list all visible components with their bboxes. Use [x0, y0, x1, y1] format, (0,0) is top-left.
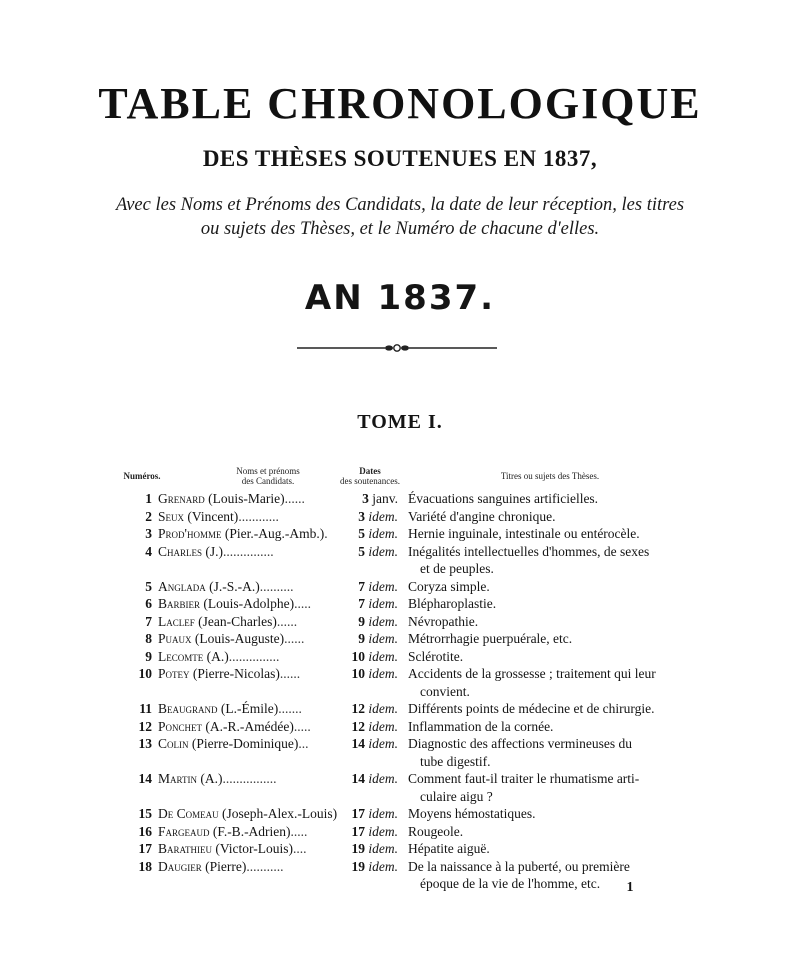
dot-leader: .......... [259, 578, 294, 594]
thesis-list [0, 490, 800, 893]
defense-day: 9 [358, 631, 365, 646]
thesis-title [408, 805, 683, 823]
thesis-title [408, 613, 683, 631]
thesis-title-line: Accidents de la grossesse ; traitement qui leur [408, 666, 656, 681]
defense-month: idem. [368, 631, 398, 646]
thesis-title-line: Comment faut-il traiter le rhumatisme arti- [408, 771, 640, 786]
candidate-surname: Charles [158, 543, 203, 559]
defense-month: idem. [368, 578, 398, 594]
thesis-title-line: Blépharoplastie. [408, 596, 497, 611]
thesis-entry [0, 525, 800, 543]
candidate-given-names: (Louis-Adolphe) [203, 596, 295, 611]
defense-month: idem. [368, 526, 398, 541]
thesis-title-line: Névropathie. [408, 613, 479, 629]
candidate-surname: Barathieu [158, 841, 212, 856]
defense-month: idem. [368, 841, 398, 856]
thesis-title-line: Diagnostic des affections vermineuses du [408, 736, 632, 751]
dot-leader: ..... [290, 823, 308, 839]
defense-date [340, 578, 398, 596]
defense-month: idem. [368, 806, 398, 821]
thesis-title-line: Inflammation de la cornée. [408, 718, 554, 734]
candidate-given-names: (A.) [206, 648, 229, 664]
thesis-title-line: Inégalités intellectuelles d'hommes, de sexes [408, 543, 650, 559]
candidate-surname: Anglada [158, 578, 206, 594]
candidate-given-names: (Jean-Charles) [198, 613, 277, 629]
entry-number: 6 [145, 596, 152, 611]
defense-day: 14 [351, 771, 365, 786]
candidate-given-names: (A.-R.-Amédée) [205, 718, 294, 734]
thesis-entry [0, 805, 800, 823]
thesis-entry [0, 770, 800, 805]
entry-number: 8 [145, 631, 152, 646]
thesis-title-line: Hernie inguinale, intestinale ou entérocèle. [408, 526, 640, 541]
candidate-name [158, 823, 338, 841]
column-header-noms [218, 466, 318, 486]
thesis-title-line: tube digestif. [420, 753, 491, 769]
column-header-noms-line-1: Noms et prénoms [236, 466, 300, 476]
candidate-surname: Martin [158, 771, 197, 786]
dot-leader: ............ [238, 508, 279, 524]
thesis-title [408, 490, 683, 508]
thesis-title-line: Évacuations sanguines artificielles. [408, 491, 599, 506]
candidate-given-names: (Pierre-Nicolas) [192, 666, 280, 681]
thesis-title-line: Rougeole. [408, 823, 464, 839]
thesis-entry [0, 578, 800, 596]
dot-leader: ...... [276, 613, 298, 629]
entry-number: 15 [138, 806, 152, 821]
page-subtitle: DES THÈSES SOUTENUES EN 1837, [202, 146, 598, 171]
thesis-title [408, 648, 683, 666]
candidate-name [158, 858, 338, 876]
defense-month: idem. [368, 701, 398, 716]
candidate-surname: Lecomte [158, 648, 204, 664]
column-header-dates-line-2: des soutenances. [340, 476, 400, 486]
thesis-title-line: et de peuples. [420, 561, 494, 576]
defense-day: 7 [358, 596, 365, 611]
thesis-entry [0, 700, 800, 718]
entry-number: 2 [145, 508, 152, 524]
thesis-title [408, 840, 683, 858]
defense-date [340, 665, 398, 683]
defense-month: idem. [368, 508, 398, 524]
defense-day: 19 [351, 858, 365, 874]
defense-month: idem. [368, 543, 398, 559]
defense-date [340, 595, 398, 613]
candidate-surname: Beaugrand [158, 701, 218, 716]
defense-month: janv. [372, 491, 398, 506]
intro-text [100, 193, 700, 241]
thesis-title [408, 595, 683, 613]
entry-number: 9 [145, 648, 152, 664]
candidate-surname: Potey [158, 666, 190, 681]
column-header-dates [335, 466, 405, 486]
defense-day: 5 [358, 526, 365, 541]
candidate-given-names: (Joseph-Alex.-Louis) [222, 806, 338, 821]
ornamental-rule [297, 341, 497, 355]
candidate-surname: Laclef [158, 613, 195, 629]
defense-day: 9 [358, 613, 365, 629]
candidate-given-names: (J.) [205, 543, 224, 559]
defense-date [340, 823, 398, 841]
entry-number: 14 [138, 771, 152, 786]
candidate-name [158, 578, 338, 596]
thesis-title [408, 735, 683, 770]
thesis-entry [0, 718, 800, 736]
thesis-title-line: Métrorrhagie puerpuérale, etc. [408, 631, 573, 646]
thesis-title-line: Différents points de médecine et de chirurgie. [408, 701, 655, 716]
candidate-given-names: (J.-S.-A.) [209, 578, 260, 594]
thesis-entry [0, 630, 800, 648]
thesis-title [408, 543, 683, 578]
candidate-name [158, 648, 338, 666]
dot-leader: ... [298, 736, 309, 751]
candidate-surname: Daugier [158, 858, 202, 874]
column-header-titres: Titres ou sujets des Thèses. [500, 471, 600, 481]
candidate-name [158, 718, 338, 736]
defense-month: idem. [368, 648, 398, 664]
entry-number: 12 [138, 718, 152, 734]
defense-date [340, 543, 398, 561]
defense-date [340, 648, 398, 666]
dot-leader: ...... [284, 491, 305, 506]
thesis-title-line: Variété d'angine chronique. [408, 508, 556, 524]
defense-month: idem. [368, 666, 398, 681]
thesis-entry [0, 840, 800, 858]
entry-number: 3 [145, 526, 152, 541]
defense-day: 12 [351, 718, 365, 734]
defense-month: idem. [368, 596, 398, 611]
thesis-entry [0, 490, 800, 508]
candidate-name [158, 840, 338, 858]
thesis-title [408, 700, 683, 718]
defense-date [340, 630, 398, 648]
candidate-surname: Grenard [158, 491, 205, 506]
candidate-surname: Seux [158, 508, 185, 524]
thesis-title-line: époque de la vie de l'homme, etc. [420, 876, 601, 891]
candidate-name [158, 665, 338, 683]
thesis-entry [0, 823, 800, 841]
defense-date [340, 525, 398, 543]
entry-number: 7 [145, 613, 152, 629]
thesis-title-line: Coryza simple. [408, 578, 490, 594]
defense-day: 10 [351, 648, 365, 664]
candidate-surname: Ponchet [158, 718, 203, 734]
candidate-surname: Colin [158, 736, 189, 751]
candidate-name [158, 770, 338, 788]
defense-date [340, 735, 398, 753]
thesis-title [408, 525, 683, 543]
thesis-title-line: Hépatite aiguë. [408, 841, 490, 856]
defense-date [340, 840, 398, 858]
defense-day: 3 [362, 491, 369, 506]
thesis-entry [0, 735, 800, 770]
entry-number: 4 [145, 543, 152, 559]
defense-month: idem. [368, 823, 398, 839]
dot-leader: ............... [223, 543, 274, 559]
candidate-name [158, 630, 338, 648]
thesis-entry [0, 665, 800, 700]
thesis-title [408, 718, 683, 736]
defense-day: 5 [358, 543, 365, 559]
candidate-given-names: (Victor-Louis) [215, 841, 294, 856]
column-header-dates-line-1: Dates [359, 466, 381, 476]
thesis-title [408, 823, 683, 841]
candidate-name [158, 595, 338, 613]
defense-date [340, 613, 398, 631]
defense-month: idem. [368, 858, 398, 874]
thesis-title [408, 665, 683, 700]
thesis-entry [0, 648, 800, 666]
defense-day: 17 [351, 806, 365, 821]
defense-day: 17 [351, 823, 365, 839]
page-number: 1 [626, 880, 634, 895]
candidate-surname: Puaux [158, 631, 192, 646]
dot-leader: ...... [284, 631, 305, 646]
entry-number: 11 [139, 701, 152, 716]
defense-date [340, 805, 398, 823]
column-header-noms-line-2: des Candidats. [241, 476, 295, 486]
candidate-name [158, 543, 338, 561]
dot-leader: ............... [228, 648, 280, 664]
candidate-given-names: (Louis-Marie) [208, 491, 285, 506]
candidate-name [158, 490, 338, 508]
candidate-given-names: (L.-Émile) [220, 701, 279, 716]
defense-day: 3 [358, 508, 365, 524]
entry-number: 13 [138, 736, 152, 751]
year-heading: AN 1837. [304, 278, 496, 318]
defense-month: idem. [368, 771, 398, 786]
candidate-name [158, 805, 338, 823]
defense-date [340, 700, 398, 718]
column-header-numeros: Numéros. [123, 471, 161, 481]
page-title: TABLE CHRONOLOGIQUE [98, 79, 702, 128]
thesis-entry [0, 858, 800, 893]
entry-number: 17 [138, 841, 152, 856]
defense-day: 10 [351, 666, 365, 681]
defense-date [340, 490, 398, 508]
entry-number: 16 [138, 823, 152, 839]
dot-leader: .... [293, 841, 307, 856]
intro-line-1: Avec les Noms et Prénoms des Candidats, la date de leur réception, les titres [115, 195, 685, 215]
thesis-entry [0, 595, 800, 613]
defense-day: 12 [351, 701, 365, 716]
candidate-surname: Fargeaud [158, 823, 210, 839]
candidate-name [158, 525, 338, 543]
candidate-surname: Prod'homme [158, 526, 222, 541]
candidate-name [158, 508, 338, 526]
candidate-given-names: (A.) [200, 771, 223, 786]
thesis-title-line: Sclérotite. [408, 648, 464, 664]
defense-date [340, 770, 398, 788]
thesis-entry [0, 543, 800, 578]
intro-line-2: ou sujets des Thèses, et le Numéro de chacune d'elles. [200, 219, 600, 239]
dot-leader: ................ [222, 771, 277, 786]
defense-day: 19 [351, 841, 365, 856]
dot-leader: ....... [278, 701, 302, 716]
thesis-title-line: convient. [420, 683, 470, 699]
defense-day: 14 [351, 736, 365, 751]
dot-leader: . [324, 526, 328, 541]
entry-number: 18 [138, 858, 152, 874]
candidate-given-names: (Louis-Auguste) [194, 631, 285, 646]
thesis-title-line: Moyens hémostatiques. [408, 806, 536, 821]
candidate-name [158, 613, 338, 631]
defense-day: 7 [358, 578, 365, 594]
dot-leader: ........... [246, 858, 284, 874]
thesis-title [408, 508, 683, 526]
defense-month: idem. [368, 613, 398, 629]
candidate-surname: De Comeau [158, 806, 219, 821]
thesis-title [408, 858, 683, 893]
dot-leader: ..... [293, 718, 311, 734]
candidate-given-names: (Vincent) [187, 508, 239, 524]
defense-month: idem. [368, 736, 398, 751]
entry-number: 5 [145, 578, 152, 594]
candidate-name [158, 735, 338, 753]
dot-leader: ...... [279, 666, 301, 681]
thesis-title-line: culaire aigu ? [420, 788, 493, 804]
thesis-title [408, 630, 683, 648]
entry-number: 10 [138, 666, 152, 681]
defense-date [340, 718, 398, 736]
candidate-given-names: (Pierre) [205, 858, 247, 874]
volume-heading: TOME I. [357, 411, 443, 433]
candidate-name [158, 700, 338, 718]
thesis-entry [0, 613, 800, 631]
thesis-title [408, 770, 683, 805]
candidate-given-names: (Pierre-Dominique) [191, 736, 299, 751]
thesis-entry [0, 508, 800, 526]
candidate-given-names: (Pier.-Aug.-Amb.) [224, 526, 325, 541]
defense-month: idem. [368, 718, 398, 734]
dot-leader: ..... [294, 596, 311, 611]
defense-date [340, 858, 398, 876]
thesis-title-line: De la naissance à la puberté, ou première [408, 858, 630, 874]
candidate-given-names: (F.-B.-Adrien) [212, 823, 291, 839]
entry-number: 1 [145, 491, 152, 506]
defense-date [340, 508, 398, 526]
candidate-surname: Barbier [158, 596, 201, 611]
thesis-title [408, 578, 683, 596]
